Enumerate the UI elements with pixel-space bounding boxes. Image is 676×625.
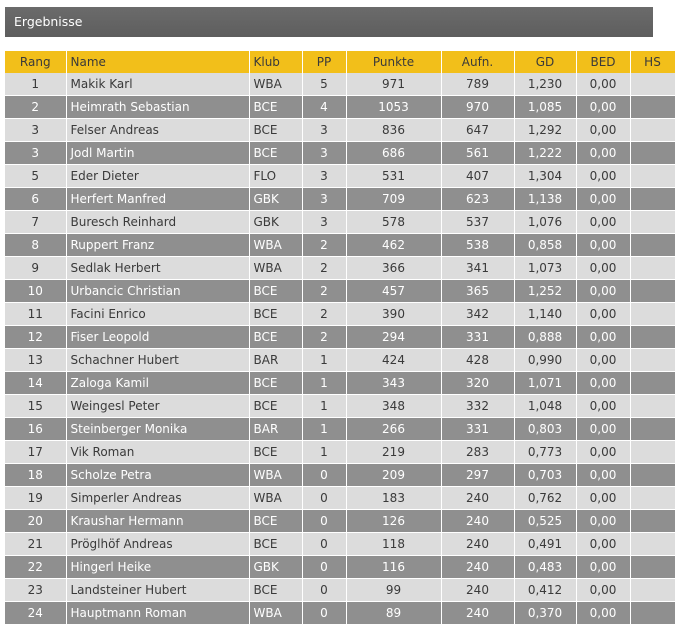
cell-klub: BCE (249, 372, 302, 395)
cell-aufn: 561 (441, 142, 514, 165)
cell-hs (630, 119, 675, 142)
table-row (5, 579, 675, 602)
cell-aufn: 297 (441, 464, 514, 487)
column-header-rang: Rang (5, 51, 66, 73)
cell-hs (630, 556, 675, 579)
cell-punkte: 457 (346, 280, 441, 303)
cell-klub: BAR (249, 349, 302, 372)
cell-pp: 0 (302, 602, 346, 625)
cell-bed: 0,00 (576, 280, 630, 303)
cell-aufn: 537 (441, 211, 514, 234)
cell-punkte: 390 (346, 303, 441, 326)
column-header-pp: PP (302, 51, 346, 73)
column-header-name: Name (66, 51, 249, 73)
results-table-body (5, 73, 675, 625)
cell-klub: FLO (249, 165, 302, 188)
cell-punkte: 99 (346, 579, 441, 602)
cell-klub: BCE (249, 96, 302, 119)
cell-klub: BCE (249, 280, 302, 303)
cell-punkte: 116 (346, 556, 441, 579)
cell-bed: 0,00 (576, 211, 630, 234)
cell-aufn: 970 (441, 96, 514, 119)
cell-gd: 1,222 (514, 142, 576, 165)
cell-gd: 1,073 (514, 257, 576, 280)
table-row (5, 188, 675, 211)
cell-punkte: 209 (346, 464, 441, 487)
cell-name: Sedlak Herbert (66, 257, 249, 280)
panel-title: Ergebnisse (14, 14, 83, 29)
table-row (5, 372, 675, 395)
cell-name: Jodl Martin (66, 142, 249, 165)
cell-punkte: 709 (346, 188, 441, 211)
cell-bed: 0,00 (576, 96, 630, 119)
cell-punkte: 126 (346, 510, 441, 533)
cell-rang: 14 (5, 372, 66, 395)
cell-aufn: 240 (441, 556, 514, 579)
table-row (5, 234, 675, 257)
cell-hs (630, 349, 675, 372)
cell-pp: 0 (302, 579, 346, 602)
cell-punkte: 971 (346, 73, 441, 96)
cell-klub: BAR (249, 418, 302, 441)
cell-klub: WBA (249, 234, 302, 257)
cell-pp: 2 (302, 234, 346, 257)
table-row (5, 510, 675, 533)
cell-rang: 10 (5, 280, 66, 303)
column-header-bed: BED (576, 51, 630, 73)
cell-bed: 0,00 (576, 349, 630, 372)
cell-punkte: 89 (346, 602, 441, 625)
cell-name: Landsteiner Hubert (66, 579, 249, 602)
cell-name: Pröglhöf Andreas (66, 533, 249, 556)
cell-bed: 0,00 (576, 73, 630, 96)
table-row (5, 73, 675, 96)
cell-rang: 2 (5, 96, 66, 119)
cell-gd: 0,990 (514, 349, 576, 372)
cell-bed: 0,00 (576, 418, 630, 441)
cell-aufn: 240 (441, 510, 514, 533)
cell-pp: 1 (302, 441, 346, 464)
cell-klub: WBA (249, 487, 302, 510)
cell-bed: 0,00 (576, 510, 630, 533)
cell-klub: WBA (249, 464, 302, 487)
cell-klub: BCE (249, 303, 302, 326)
cell-hs (630, 395, 675, 418)
cell-bed: 0,00 (576, 533, 630, 556)
cell-bed: 0,00 (576, 257, 630, 280)
cell-klub: BCE (249, 395, 302, 418)
cell-hs (630, 211, 675, 234)
cell-bed: 0,00 (576, 303, 630, 326)
cell-name: Facini Enrico (66, 303, 249, 326)
cell-rang: 7 (5, 211, 66, 234)
cell-rang: 17 (5, 441, 66, 464)
cell-gd: 1,048 (514, 395, 576, 418)
cell-pp: 4 (302, 96, 346, 119)
cell-name: Scholze Petra (66, 464, 249, 487)
cell-gd: 1,230 (514, 73, 576, 96)
cell-klub: BCE (249, 533, 302, 556)
cell-gd: 0,370 (514, 602, 576, 625)
cell-aufn: 407 (441, 165, 514, 188)
cell-hs (630, 487, 675, 510)
cell-klub: GBK (249, 188, 302, 211)
cell-pp: 0 (302, 556, 346, 579)
cell-gd: 1,304 (514, 165, 576, 188)
cell-rang: 8 (5, 234, 66, 257)
cell-pp: 1 (302, 418, 346, 441)
cell-name: Kraushar Hermann (66, 510, 249, 533)
cell-name: Ruppert Franz (66, 234, 249, 257)
cell-name: Felser Andreas (66, 119, 249, 142)
cell-aufn: 341 (441, 257, 514, 280)
table-row (5, 441, 675, 464)
cell-aufn: 240 (441, 602, 514, 625)
cell-rang: 6 (5, 188, 66, 211)
cell-aufn: 647 (441, 119, 514, 142)
cell-rang: 1 (5, 73, 66, 96)
cell-aufn: 331 (441, 326, 514, 349)
cell-name: Buresch Reinhard (66, 211, 249, 234)
cell-rang: 22 (5, 556, 66, 579)
cell-hs (630, 579, 675, 602)
cell-pp: 2 (302, 303, 346, 326)
cell-klub: WBA (249, 73, 302, 96)
cell-aufn: 320 (441, 372, 514, 395)
cell-aufn: 428 (441, 349, 514, 372)
cell-pp: 3 (302, 142, 346, 165)
cell-bed: 0,00 (576, 234, 630, 257)
cell-rang: 11 (5, 303, 66, 326)
results-table (5, 51, 676, 625)
cell-name: Heimrath Sebastian (66, 96, 249, 119)
cell-gd: 1,076 (514, 211, 576, 234)
cell-name: Hingerl Heike (66, 556, 249, 579)
cell-bed: 0,00 (576, 326, 630, 349)
cell-bed: 0,00 (576, 602, 630, 625)
cell-punkte: 343 (346, 372, 441, 395)
cell-gd: 0,525 (514, 510, 576, 533)
cell-klub: BCE (249, 441, 302, 464)
cell-aufn: 240 (441, 533, 514, 556)
cell-gd: 0,491 (514, 533, 576, 556)
cell-hs (630, 303, 675, 326)
cell-name: Schachner Hubert (66, 349, 249, 372)
cell-klub: WBA (249, 602, 302, 625)
cell-pp: 1 (302, 349, 346, 372)
cell-rang: 19 (5, 487, 66, 510)
cell-pp: 0 (302, 464, 346, 487)
cell-hs (630, 372, 675, 395)
cell-aufn: 623 (441, 188, 514, 211)
cell-rang: 18 (5, 464, 66, 487)
table-row (5, 280, 675, 303)
cell-klub: BCE (249, 119, 302, 142)
cell-punkte: 1053 (346, 96, 441, 119)
cell-name: Hauptmann Roman (66, 602, 249, 625)
cell-punkte: 183 (346, 487, 441, 510)
cell-punkte: 531 (346, 165, 441, 188)
cell-bed: 0,00 (576, 165, 630, 188)
cell-gd: 1,085 (514, 96, 576, 119)
cell-rang: 15 (5, 395, 66, 418)
cell-gd: 0,762 (514, 487, 576, 510)
cell-pp: 0 (302, 510, 346, 533)
cell-gd: 0,803 (514, 418, 576, 441)
table-row (5, 464, 675, 487)
cell-hs (630, 418, 675, 441)
cell-name: Herfert Manfred (66, 188, 249, 211)
cell-pp: 3 (302, 211, 346, 234)
cell-klub: BCE (249, 142, 302, 165)
cell-name: Makik Karl (66, 73, 249, 96)
table-row (5, 326, 675, 349)
cell-rang: 24 (5, 602, 66, 625)
cell-klub: BCE (249, 326, 302, 349)
cell-gd: 1,140 (514, 303, 576, 326)
cell-pp: 3 (302, 165, 346, 188)
table-row (5, 119, 675, 142)
cell-bed: 0,00 (576, 119, 630, 142)
cell-gd: 1,138 (514, 188, 576, 211)
cell-bed: 0,00 (576, 464, 630, 487)
cell-bed: 0,00 (576, 556, 630, 579)
cell-aufn: 332 (441, 395, 514, 418)
cell-punkte: 424 (346, 349, 441, 372)
cell-pp: 2 (302, 280, 346, 303)
table-row (5, 602, 675, 625)
cell-hs (630, 510, 675, 533)
cell-pp: 1 (302, 395, 346, 418)
cell-klub: GBK (249, 211, 302, 234)
cell-rang: 21 (5, 533, 66, 556)
cell-name: Weingesl Peter (66, 395, 249, 418)
cell-gd: 0,483 (514, 556, 576, 579)
cell-pp: 1 (302, 372, 346, 395)
cell-gd: 1,252 (514, 280, 576, 303)
cell-punkte: 219 (346, 441, 441, 464)
cell-aufn: 365 (441, 280, 514, 303)
cell-rang: 20 (5, 510, 66, 533)
table-row (5, 303, 675, 326)
cell-hs (630, 234, 675, 257)
cell-aufn: 240 (441, 487, 514, 510)
table-row (5, 487, 675, 510)
cell-pp: 0 (302, 487, 346, 510)
cell-klub: BCE (249, 579, 302, 602)
cell-gd: 1,292 (514, 119, 576, 142)
cell-punkte: 686 (346, 142, 441, 165)
cell-hs (630, 464, 675, 487)
table-row (5, 142, 675, 165)
cell-gd: 0,412 (514, 579, 576, 602)
cell-aufn: 538 (441, 234, 514, 257)
cell-name: Urbancic Christian (66, 280, 249, 303)
cell-klub: GBK (249, 556, 302, 579)
cell-punkte: 118 (346, 533, 441, 556)
cell-hs (630, 533, 675, 556)
cell-gd: 0,858 (514, 234, 576, 257)
cell-bed: 0,00 (576, 142, 630, 165)
column-header-punkte: Punkte (346, 51, 441, 73)
column-header-hs: HS (630, 51, 675, 73)
cell-name: Vik Roman (66, 441, 249, 464)
cell-gd: 1,071 (514, 372, 576, 395)
cell-punkte: 462 (346, 234, 441, 257)
cell-bed: 0,00 (576, 579, 630, 602)
cell-gd: 0,773 (514, 441, 576, 464)
column-header-klub: Klub (249, 51, 302, 73)
cell-hs (630, 73, 675, 96)
cell-rang: 23 (5, 579, 66, 602)
cell-hs (630, 280, 675, 303)
table-header-row (5, 51, 675, 73)
cell-pp: 5 (302, 73, 346, 96)
cell-rang: 12 (5, 326, 66, 349)
cell-pp: 3 (302, 188, 346, 211)
cell-aufn: 789 (441, 73, 514, 96)
cell-hs (630, 165, 675, 188)
cell-hs (630, 441, 675, 464)
cell-name: Fiser Leopold (66, 326, 249, 349)
cell-bed: 0,00 (576, 441, 630, 464)
cell-gd: 0,703 (514, 464, 576, 487)
cell-pp: 2 (302, 326, 346, 349)
cell-bed: 0,00 (576, 372, 630, 395)
cell-bed: 0,00 (576, 188, 630, 211)
cell-rang: 3 (5, 142, 66, 165)
cell-gd: 0,888 (514, 326, 576, 349)
cell-klub: BCE (249, 510, 302, 533)
table-row (5, 165, 675, 188)
results-panel-header (5, 7, 653, 37)
cell-punkte: 348 (346, 395, 441, 418)
table-row (5, 533, 675, 556)
cell-rang: 9 (5, 257, 66, 280)
table-row (5, 96, 675, 119)
cell-rang: 3 (5, 119, 66, 142)
cell-pp: 0 (302, 533, 346, 556)
table-row (5, 395, 675, 418)
cell-punkte: 836 (346, 119, 441, 142)
cell-punkte: 366 (346, 257, 441, 280)
cell-hs (630, 188, 675, 211)
cell-pp: 3 (302, 119, 346, 142)
column-header-aufn: Aufn. (441, 51, 514, 73)
cell-klub: WBA (249, 257, 302, 280)
cell-aufn: 331 (441, 418, 514, 441)
cell-hs (630, 326, 675, 349)
cell-rang: 5 (5, 165, 66, 188)
cell-rang: 16 (5, 418, 66, 441)
table-row (5, 556, 675, 579)
cell-hs (630, 142, 675, 165)
cell-hs (630, 96, 675, 119)
table-row (5, 349, 675, 372)
cell-name: Eder Dieter (66, 165, 249, 188)
cell-aufn: 240 (441, 579, 514, 602)
column-header-gd: GD (514, 51, 576, 73)
table-row (5, 211, 675, 234)
cell-pp: 2 (302, 257, 346, 280)
table-row (5, 257, 675, 280)
cell-punkte: 266 (346, 418, 441, 441)
cell-punkte: 294 (346, 326, 441, 349)
cell-name: Simperler Andreas (66, 487, 249, 510)
cell-bed: 0,00 (576, 395, 630, 418)
cell-name: Zaloga Kamil (66, 372, 249, 395)
cell-name: Steinberger Monika (66, 418, 249, 441)
cell-aufn: 283 (441, 441, 514, 464)
table-row (5, 418, 675, 441)
cell-punkte: 578 (346, 211, 441, 234)
cell-bed: 0,00 (576, 487, 630, 510)
cell-hs (630, 602, 675, 625)
cell-hs (630, 257, 675, 280)
cell-rang: 13 (5, 349, 66, 372)
cell-aufn: 342 (441, 303, 514, 326)
